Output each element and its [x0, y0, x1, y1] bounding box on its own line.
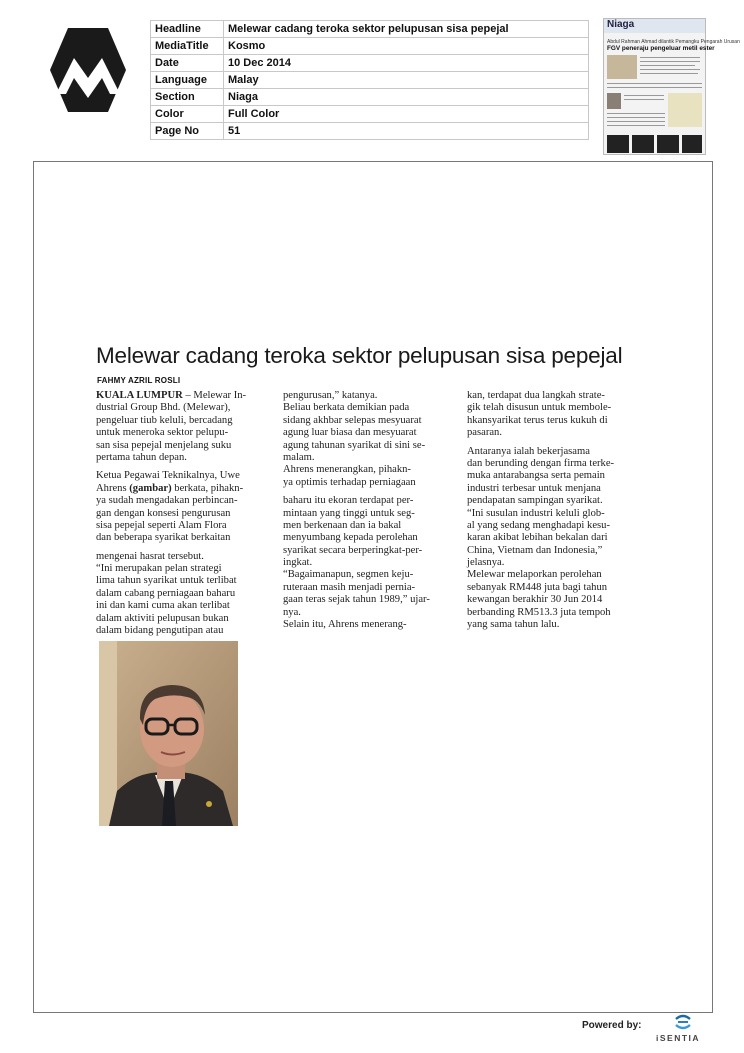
article-line: dalam aktiviti pelupusan bukan: [96, 612, 229, 624]
article-line: syarikat secara berperingkat-per-: [283, 544, 423, 556]
article-line: muka antarabangsa serta pemain: [467, 470, 605, 482]
article-line: Ketua Pegawai Teknikalnya, Uwe: [96, 470, 240, 482]
thumbnail-kicker: Abdul Rahman Ahmad dilantik Pemangku Pengarah Urusan: [607, 39, 740, 45]
article-line: menyumbang kepada perolehan: [283, 532, 418, 544]
dateline: KUALA LUMPUR: [96, 390, 183, 401]
article-line: men berkenaan dan ia bakal: [283, 519, 402, 531]
article-line: dalam bidang pengutipan atau: [96, 625, 224, 637]
article-line: pertama tahun depan.: [96, 451, 187, 463]
thumbnail-headline: FGV peneraju pengeluar metil ester: [607, 45, 715, 52]
page-thumbnail[interactable]: [603, 18, 740, 155]
metadata-row: [151, 21, 589, 38]
article-line: ya sudah mengadakan perbincan-: [96, 495, 238, 507]
metadata-value: Full Color: [224, 106, 589, 123]
article-line: baharu itu ekoran terdapat per-: [283, 495, 414, 507]
metadata-value: Melewar cadang teroka sektor pelupusan sisa pepejal: [224, 21, 589, 38]
article-line: dustrial Group Bhd. (Melewar),: [96, 402, 231, 414]
article-headline: Melewar cadang teroka sektor pelupusan sisa pepejal: [96, 343, 623, 368]
media-monitor-logo: [50, 28, 126, 112]
article-line: agung tahunan syarikat di sini se-: [283, 439, 426, 451]
article-line: “Ini susulan industri keluli glob-: [467, 507, 605, 519]
article-line: ingkat.: [283, 557, 313, 569]
article-line: “Ini merupakan pelan strategi: [96, 563, 222, 575]
metadata-row: [151, 55, 589, 72]
article-line: “Bagaimanapun, segmen keju-: [283, 569, 414, 581]
article-line: agung luar biasa dan mesyuarat: [283, 427, 417, 439]
metadata-key: Color: [151, 106, 224, 123]
article-line: pengurusan,” katanya.: [283, 390, 378, 401]
article-line: dalam cabang perniagaan baharu: [96, 587, 236, 599]
article-line: untuk meneroka sektor pelupu-: [96, 427, 229, 439]
article-line: Selain itu, Ahrens menerang-: [283, 619, 407, 631]
metadata-key: Page No: [151, 123, 224, 140]
metadata-row: [151, 38, 589, 55]
article-line: pendapatan sampingan syarikat.: [467, 495, 603, 507]
article-line: berbanding RM513.3 juta tempoh: [467, 606, 611, 618]
article-line: ini dan kami cuma akan terlibat: [96, 600, 230, 612]
metadata-table: [150, 20, 589, 140]
metadata-row: [151, 72, 589, 89]
metadata-key: Headline: [151, 21, 224, 38]
metadata-key: MediaTitle: [151, 38, 224, 55]
metadata-row: [151, 106, 589, 123]
isentia-brand: iSENTIA: [656, 1033, 701, 1043]
article-line: al yang sedang menghadapi kesu-: [467, 519, 610, 531]
article-line: karan akibat lebihan bekalan dari: [467, 532, 608, 544]
article-line: malam.: [283, 451, 315, 463]
article-line: jelasnya.: [467, 557, 505, 569]
article-line: hkansyarikat terus terus kukuh di: [467, 414, 608, 426]
article-line: yang sama tahun lalu.: [467, 619, 560, 631]
article-line: gan dengan konsesi pengurusan: [96, 507, 231, 519]
article-line: Ahrens menerangkan, pihakn-: [283, 464, 411, 476]
article-line: pengeluar tiub keluli, bercadang: [96, 414, 233, 426]
article-line: China, Vietnam dan Indonesia,”: [467, 544, 603, 556]
metadata-row: [151, 123, 589, 140]
article-column-1: [96, 390, 278, 637]
metadata-key: Section: [151, 89, 224, 106]
article-line: nya.: [283, 606, 301, 618]
article-line: sisa pepejal seperti Alam Flora: [96, 519, 227, 531]
article-line: KUALA LUMPUR – Melewar In-: [96, 390, 247, 401]
article-line: gaan teras sejak tahun 1989,” ujar-: [283, 594, 430, 606]
article-line: Ahrens (gambar) berkata, pihakn-: [96, 482, 244, 494]
article-line: gik telah disusun untuk membole-: [467, 402, 612, 414]
article-line: kan, terdapat dua langkah strate-: [467, 390, 605, 401]
metadata-key: Date: [151, 55, 224, 72]
powered-by-label: Powered by:: [582, 1020, 642, 1031]
article-line: dan berunding dengan firma terke-: [467, 457, 615, 469]
article-line: lima tahun syarikat untuk terlibat: [96, 575, 237, 587]
article-line: sebanyak RM448 juta bagi tahun: [467, 581, 608, 593]
metadata-value: Malay: [224, 72, 589, 89]
article-column-3: [467, 390, 653, 631]
article-line: mengenai hasrat tersebut.: [96, 550, 204, 562]
article-photo: [99, 641, 238, 826]
article-line: pasaran.: [467, 427, 502, 439]
article-line: Antaranya ialah bekerjasama: [467, 445, 590, 457]
metadata-row: [151, 89, 589, 106]
article-line: Melewar melaporkan perolehan: [467, 569, 602, 581]
metadata-value: Kosmo: [224, 38, 589, 55]
article-line: mintaan yang tinggi untuk seg-: [283, 507, 415, 519]
article-column-2: [283, 390, 460, 631]
metadata-value: 10 Dec 2014: [224, 55, 589, 72]
metadata-key: Language: [151, 72, 224, 89]
article-line: industri terbesar untuk menjana: [467, 482, 601, 494]
article-byline: FAHMY AZRIL ROSLI: [97, 376, 181, 385]
metadata-value: 51: [224, 123, 589, 140]
article-line: Beliau berkata demikian pada: [283, 402, 410, 414]
thumbnail-section: Niaga: [607, 19, 635, 30]
article-line: sidang akhbar selepas mesyuarat: [283, 414, 422, 426]
metadata-value: Niaga: [224, 89, 589, 106]
isentia-logo-icon: [672, 1014, 694, 1030]
article-line: dan beberapa syarikat berkaitan: [96, 532, 231, 544]
article-line: san sisa pepejal menjelang suku: [96, 439, 232, 451]
article-line: ya optimis terhadap perniagaan: [283, 476, 416, 488]
article-line: kewangan berakhir 30 Jun 2014: [467, 594, 603, 606]
article-line: ruteraan masih menjadi pernia-: [283, 581, 416, 593]
